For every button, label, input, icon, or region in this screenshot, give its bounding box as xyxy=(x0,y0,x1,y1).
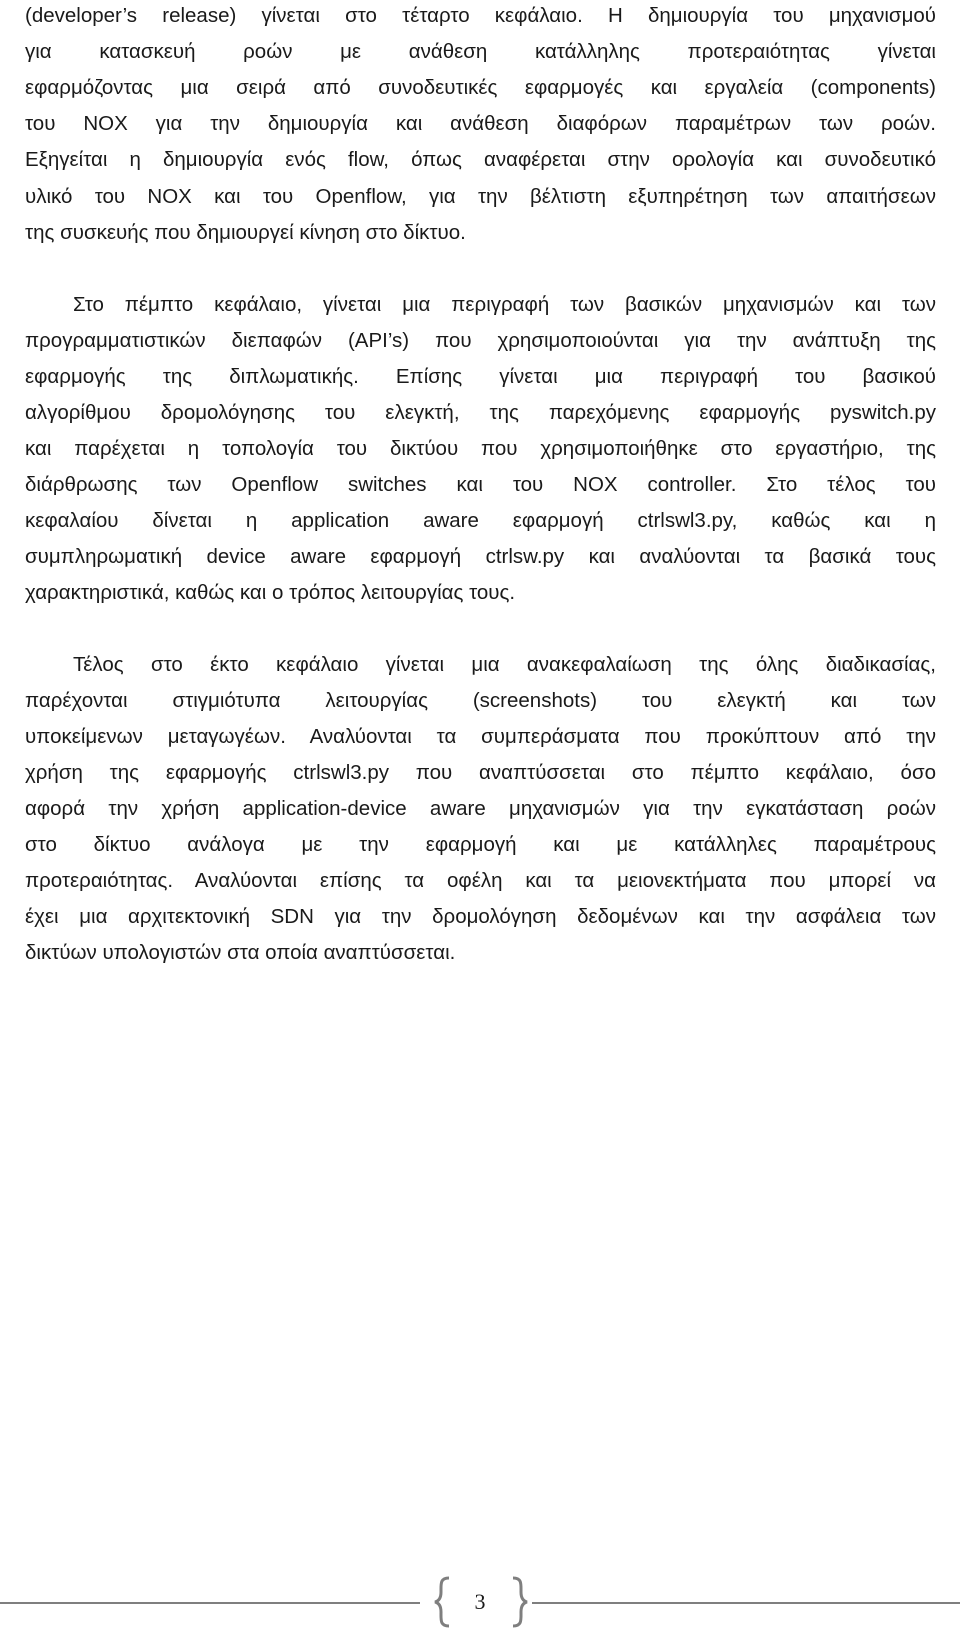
text-line: χρήση της εφαρμογής ctrlswl3.py που αναπτύσσεται στο πέμπτο κεφάλαιο, όσο xyxy=(25,761,936,784)
text-line: παρέχονται στιγμιότυπα λειτουργίας (screenshots) του ελεγκτή και των xyxy=(25,689,936,712)
footer-rule-left xyxy=(0,1602,420,1604)
text-line: Εξηγείται η δημιουργία ενός flow, όπως αναφέρεται στην ορολογία και συνοδευτικό xyxy=(25,148,936,171)
text-line: προτεραιότητας. Αναλύονται επίσης τα οφέλη και τα μειονεκτήματα που μπορεί να xyxy=(25,869,936,892)
text-line: συμπληρωματική device aware εφαρμογή ctrlsw.py και αναλύονται τα βασικά τους xyxy=(25,545,936,568)
left-brace-icon xyxy=(432,1576,452,1628)
text-line: Τέλος στο έκτο κεφάλαιο γίνεται μια ανακεφαλαίωση της όλης διαδικασίας, xyxy=(73,653,936,676)
text-line: υλικό του NOX και του Openflow, για την βέλτιστη εξυπηρέτηση των απαιτήσεων xyxy=(25,185,936,208)
text-line: εφαρμογής της διπλωματικής. Επίσης γίνεται μια περιγραφή του βασικού xyxy=(25,365,936,388)
text-line: έχει μια αρχιτεκτονική SDN για την δρομολόγηση δεδομένων και την ασφάλεια των xyxy=(25,905,936,928)
text-line: κεφαλαίου δίνεται η application aware εφαρμογή ctrlswl3.py, καθώς και η xyxy=(25,509,936,532)
page-number: 3 xyxy=(474,1589,486,1614)
text-line: Στο πέμπτο κεφάλαιο, γίνεται μια περιγραφή των βασικών μηχανισμών και των xyxy=(73,293,936,316)
footer-rule-right xyxy=(532,1602,960,1604)
text-line: και παρέχεται η τοπολογία του δικτύου που χρησιμοποιήθηκε στο εργαστήριο, της xyxy=(25,437,936,460)
text-line: υποκείμενων μεταγωγέων. Αναλύονται τα συμπεράσματα που προκύπτουν από την xyxy=(25,725,936,748)
text-line: στο δίκτυο ανάλογα με την εφαρμογή και με κατάλληλες παραμέτρους xyxy=(25,833,936,856)
text-line: εφαρμόζοντας μια σειρά από συνοδευτικές εφαρμογές και εργαλεία (components) xyxy=(25,76,936,99)
page-footer xyxy=(0,1576,960,1626)
text-line: αφορά την χρήση application-device aware μηχανισμών για την εγκατάσταση ροών xyxy=(25,797,936,820)
text-line: χαρακτηριστικά, καθώς και ο τρόπος λειτουργίας τους. xyxy=(25,581,516,604)
text-line: αλγορίθμου δρομολόγησης του ελεγκτή, της παρεχόμενης εφαρμογής pyswitch.py xyxy=(25,401,936,424)
text-line: για κατασκευή ροών με ανάθεση κατάλληλης προτεραιότητας γίνεται xyxy=(25,40,936,63)
text-line: της συσκευής που δημιουργεί κίνηση στο δίκτυο. xyxy=(25,221,466,244)
text-line: προγραμματιστικών διεπαφών (API’s) που χρησιμοποιούνται για την ανάπτυξη της xyxy=(25,329,936,352)
right-brace-icon xyxy=(510,1576,530,1628)
text-line: του NOX για την δημιουργία και ανάθεση διαφόρων παραμέτρων των ροών. xyxy=(25,112,936,135)
text-line: (developer’s release) γίνεται στο τέταρτο κεφάλαιο. Η δημιουργία του μηχανισμού xyxy=(25,4,936,27)
text-line: διάρθρωσης των Openflow switches και του NOX controller. Στο τέλος του xyxy=(25,473,936,496)
text-line: δικτύων υπολογιστών στα οποία αναπτύσσεται. xyxy=(25,941,456,964)
